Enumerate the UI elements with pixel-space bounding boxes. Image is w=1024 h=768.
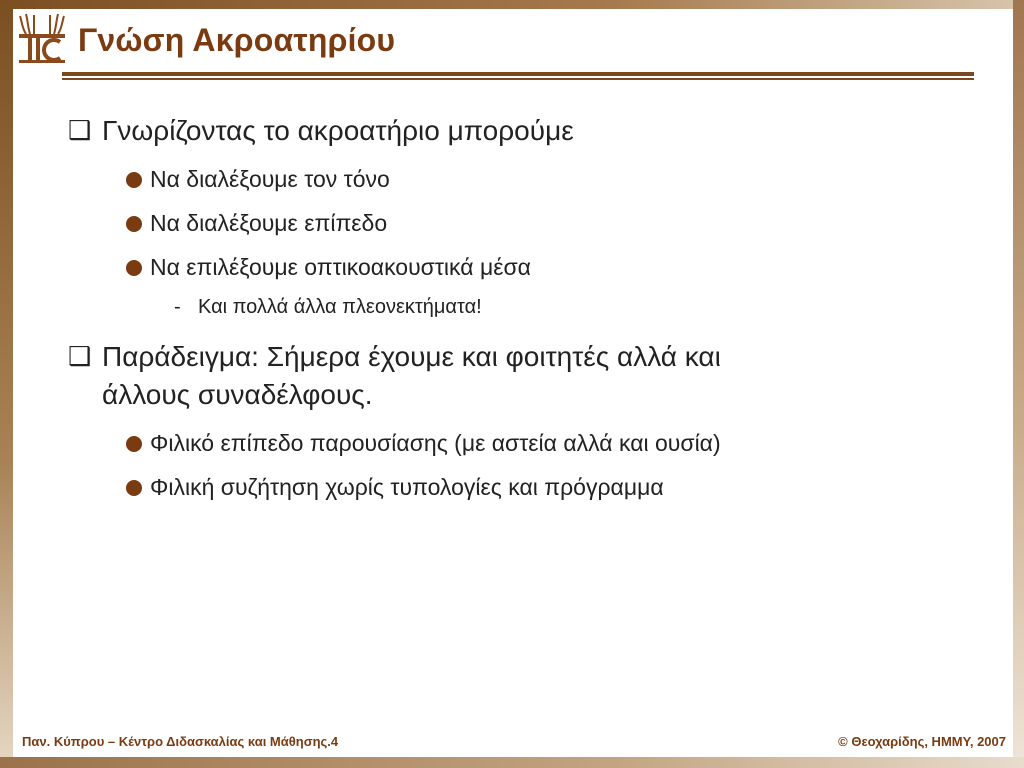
footer-left: Παν. Κύπρου – Κέντρο Διδασκαλίας και Μάθησης.4 [22, 734, 339, 749]
bullet-text: Και πολλά άλλα πλεονεκτήματα! [198, 296, 482, 318]
bullet-level1 [68, 338, 968, 414]
bullet-level2 [68, 472, 968, 502]
slide-body [68, 112, 968, 502]
filled-circle-bullet-icon [126, 172, 142, 188]
dash-bullet-icon: - [174, 296, 181, 318]
bullet-text: Γνωρίζοντας το ακροατήριο μπορούμε [102, 115, 574, 146]
bullet-level1 [68, 112, 968, 150]
bullet-text-line: Παράδειγμα: Σήμερα έχουμε και φοιτητές αλλά και [102, 341, 721, 372]
bullet-text: Να διαλέξουμε τον τόνο [150, 166, 390, 192]
filled-circle-bullet-icon [126, 260, 142, 276]
frame-left [0, 0, 13, 768]
filled-circle-bullet-icon [126, 480, 142, 496]
filled-circle-bullet-icon [126, 216, 142, 232]
bullet-level3 [68, 294, 968, 320]
frame-top [0, 0, 1024, 9]
bullet-level2 [68, 164, 968, 194]
title-divider [62, 72, 974, 76]
bullet-level2 [68, 208, 968, 238]
bullet-text: Να επιλέξουμε οπτικοακουστικά μέσα [150, 254, 531, 280]
bullet-text: Φιλική συζήτηση χωρίς τυπολογίες και πρόγραμμα [150, 474, 664, 500]
hollow-square-bullet-icon: ❑ [68, 342, 92, 372]
slide-title: Γνώση Ακροατηρίου [78, 22, 396, 58]
filled-circle-bullet-icon [126, 436, 142, 452]
frame-bottom [0, 757, 1024, 768]
university-logo-icon [16, 12, 68, 64]
bullet-text: Φιλικό επίπεδο παρουσίασης (με αστεία αλλά και ουσία) [150, 430, 721, 456]
frame-right [1013, 0, 1024, 768]
footer-right: © Θεοχαρίδης, ΗΜΜΥ, 2007 [838, 734, 1006, 749]
bullet-text-line: άλλους συναδέλφους. [102, 379, 373, 410]
hollow-square-bullet-icon: ❑ [68, 116, 92, 146]
bullet-level2 [68, 428, 968, 458]
title-divider-thin [62, 78, 974, 80]
bullet-level2 [68, 252, 968, 282]
bullet-text: Να διαλέξουμε επίπεδο [150, 210, 388, 236]
